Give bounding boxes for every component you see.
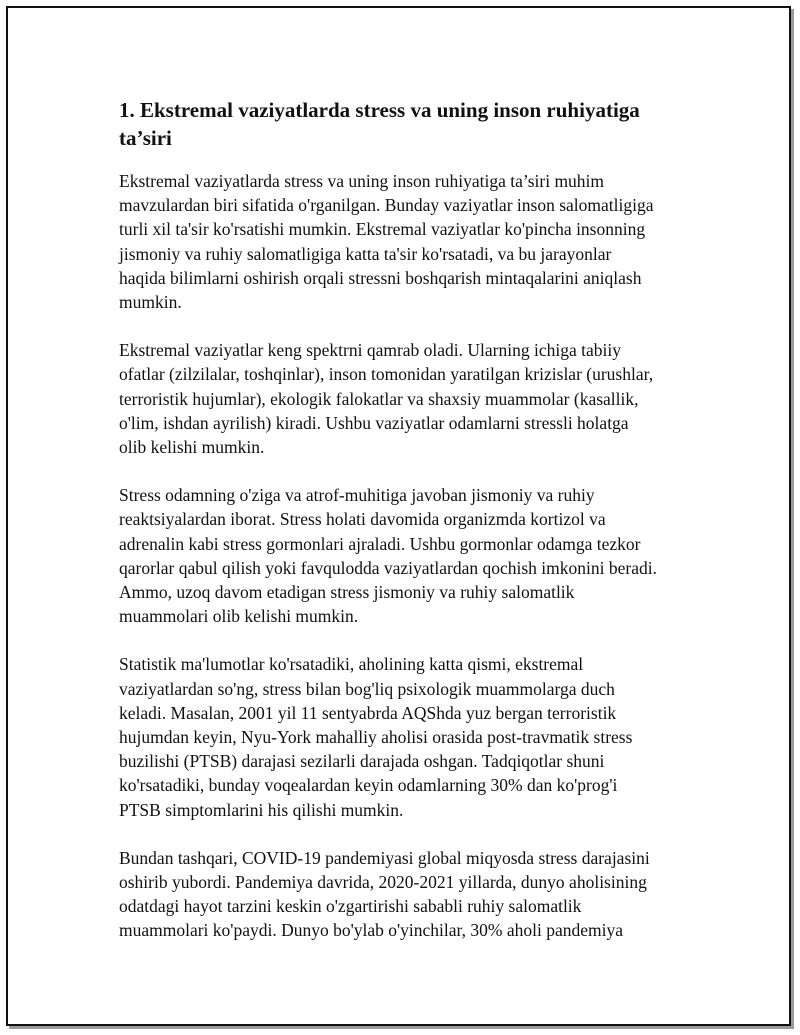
paragraph-3 bbox=[119, 483, 699, 628]
text-line: muammolari ko'paydi. Dunyo bo'ylab o'yinchilar, 30% aholi pandemiya bbox=[119, 920, 623, 941]
text-line: hujumdan keyin, Nyu-York mahalliy aholisi orasida post-travmatik stress bbox=[119, 727, 633, 748]
text-line: haqida bilimlarni oshirish orqali stressni boshqarish mintaqalarini aniqlash bbox=[119, 267, 642, 288]
text-line: Ammo, uzoq davom etadigan stress jismoniy va ruhiy salomatlik bbox=[119, 582, 575, 603]
text-line: Statistik ma'lumotlar ko'rsatadiki, aholining katta qismi, ekstremal bbox=[119, 654, 584, 675]
text-line: ofatlar (zilzilalar, toshqinlar), inson tomonidan yaratilgan krizislar (urushlar, bbox=[119, 364, 654, 385]
section-heading bbox=[119, 96, 699, 152]
text-line: Ekstremal vaziyatlarda stress va uning inson ruhiyatiga ta’siri muhim bbox=[119, 171, 605, 191]
paragraph-4 bbox=[119, 652, 699, 821]
text-line: Ekstremal vaziyatlar keng spektrni qamrab oladi. Ularning ichiga tabiiy bbox=[119, 340, 621, 361]
text-line: olib kelishi mumkin. bbox=[119, 437, 265, 458]
document-body bbox=[119, 96, 699, 967]
document-page bbox=[6, 6, 791, 1026]
paragraph-1 bbox=[119, 169, 699, 314]
text-line: reaktsiyalardan iborat. Stress holati davomida organizmda kortizol va bbox=[119, 509, 606, 530]
paragraph-2 bbox=[119, 338, 699, 459]
text-line: Bundan tashqari, COVID-19 pandemiyasi global miqyosda stress darajasini bbox=[119, 847, 650, 868]
heading-line: 1. Ekstremal vaziyatlarda stress va uning inson ruhiyatiga bbox=[119, 98, 640, 122]
text-line: buzilishi (PTSB) darajasi sezilarli darajada oshgan. Tadqiqotlar shuni bbox=[119, 751, 605, 772]
text-line: keladi. Masalan, 2001 yil 11 sentyabrda AQShda yuz bergan terroristik bbox=[119, 702, 617, 723]
text-line: adrenalin kabi stress gormonlari ajraladi. Ushbu gormonlar odamga tezkor bbox=[119, 533, 641, 554]
text-line: muammolari olib kelishi mumkin. bbox=[119, 606, 359, 627]
paragraph-5 bbox=[119, 846, 699, 943]
text-line: Stress odamning o'ziga va atrof-muhitiga javoban jismoniy va ruhiy bbox=[119, 485, 595, 506]
text-line: mavzulardan biri sifatida o'rganilgan. Bunday vaziyatlar inson salomatligiga bbox=[119, 195, 654, 216]
heading-line: ta’siri bbox=[119, 126, 172, 150]
text-line: PTSB simptomlarini his qilishi mumkin. bbox=[119, 799, 404, 820]
text-line: turli xil ta'sir ko'rsatishi mumkin. Ekstremal vaziyatlar ko'pincha insonning bbox=[119, 219, 646, 240]
text-line: odatdagi hayot tarzini keskin o'zgartirishi sababli ruhiy salomatlik bbox=[119, 896, 582, 917]
text-line: ko'rsatadiki, bunday voqealardan keyin odamlarning 30% dan ko'prog'i bbox=[119, 775, 618, 796]
text-line: oshirib yubordi. Pandemiya davrida, 2020-2021 yillarda, dunyo aholisining bbox=[119, 872, 647, 893]
text-line: vaziyatlardan so'ng, stress bilan bog'liq psixologik muammolarga duch bbox=[119, 678, 615, 699]
text-line: terroristik hujumlar), ekologik falokatlar va shaxsiy muammolar (kasallik, bbox=[119, 388, 639, 409]
text-line: o'lim, ishdan ayrilish) kiradi. Ushbu vaziyatlar odamlarni stressli holatga bbox=[119, 412, 629, 433]
text-line: qarorlar qabul qilish yoki favqulodda vaziyatlardan qochish imkonini beradi. bbox=[119, 557, 657, 578]
text-line: mumkin. bbox=[119, 292, 182, 313]
text-line: jismoniy va ruhiy salomatligiga katta ta'sir ko'rsatadi, va bu jarayonlar bbox=[119, 243, 612, 264]
